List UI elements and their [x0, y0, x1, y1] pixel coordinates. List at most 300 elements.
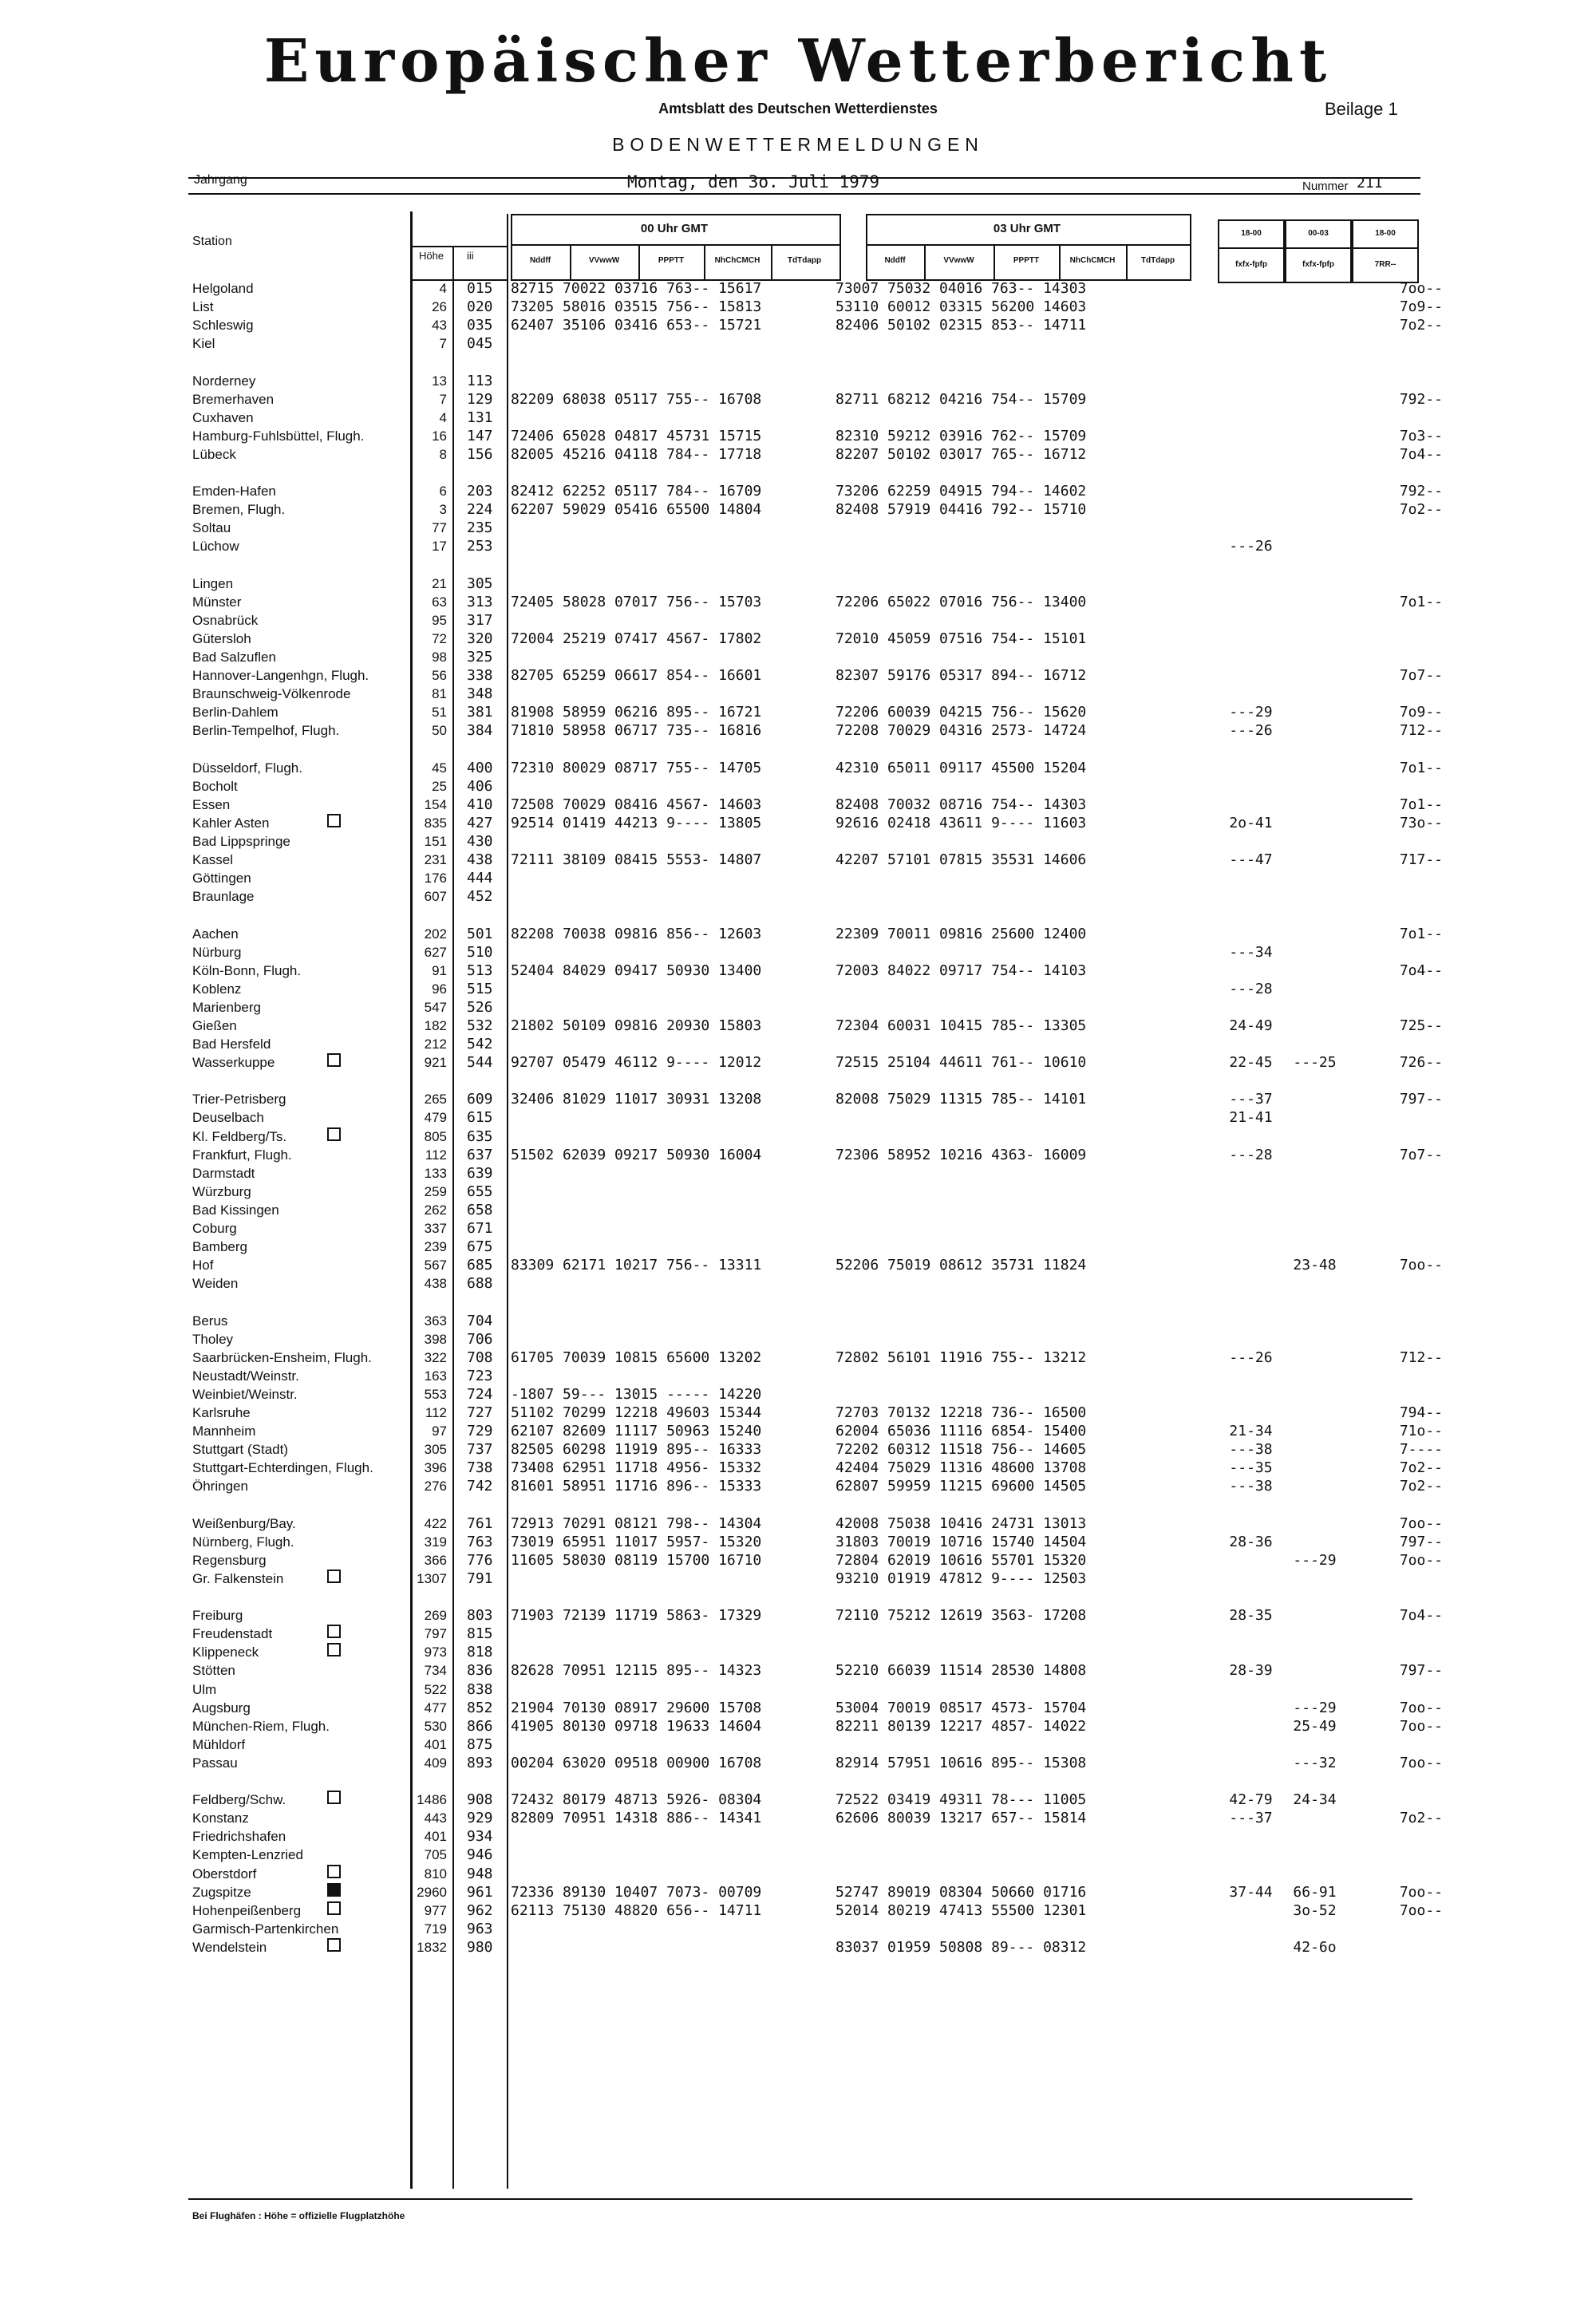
- extra-value-3: 712--: [1399, 722, 1443, 739]
- station-index: 815: [467, 1625, 493, 1642]
- station-height: 319: [424, 1534, 447, 1550]
- station-index: 515: [467, 981, 493, 997]
- extra-value-3: 726--: [1399, 1054, 1443, 1071]
- extra-value-1: 2o-41: [1229, 815, 1273, 831]
- obs-03-gmt: 52014 80219 47413 55500 12301: [836, 1902, 1087, 1919]
- station-height: 797: [424, 1626, 447, 1641]
- obs-00-gmt: 41905 80130 09718 19633 14604: [511, 1718, 762, 1735]
- extra-top-2: 00-03: [1308, 229, 1329, 238]
- station-height: 45: [432, 760, 447, 776]
- station-height: 2960: [417, 1885, 447, 1900]
- extra-value-3: 71o--: [1399, 1423, 1443, 1439]
- table-row: [0, 685, 1596, 703]
- station-height: 13: [432, 373, 447, 389]
- station-index: 526: [467, 999, 493, 1016]
- extra-value-3: 7o7--: [1399, 667, 1443, 684]
- extra-value-2: 42-6o: [1293, 1939, 1337, 1956]
- obs-00-gmt: 72406 65028 04817 45731 15715: [511, 428, 762, 444]
- extra-bottom-3: 7RR--: [1374, 260, 1396, 269]
- table-row: [0, 1348, 1596, 1367]
- obs-00-gmt: 72508 70029 08416 4567- 14603: [511, 796, 762, 813]
- obs-00-gmt: 82208 70038 09816 856-- 12603: [511, 926, 762, 942]
- station-index: 704: [467, 1313, 493, 1329]
- station-height: 276: [424, 1479, 447, 1494]
- extra-value-3: 73o--: [1399, 815, 1443, 831]
- obs-03-gmt: 82914 57951 10616 895-- 15308: [836, 1755, 1087, 1771]
- station-name: Hohenpeißenberg: [192, 1903, 302, 1918]
- extra-value-3: 7o9--: [1399, 298, 1443, 315]
- table-row: [0, 1901, 1596, 1920]
- table-row: [0, 1551, 1596, 1570]
- obs-03-gmt: 82310 59212 03916 762-- 15709: [836, 428, 1087, 444]
- station-name: Bad Salzuflen: [192, 650, 276, 665]
- extra-value-3: 7o3--: [1399, 428, 1443, 444]
- obs-00-gmt: 71903 72139 11719 5863- 17329: [511, 1607, 762, 1624]
- extra-value-3: 7oo--: [1399, 1257, 1443, 1273]
- station-index: 513: [467, 962, 493, 979]
- station-index: 836: [467, 1662, 493, 1679]
- table-row: [0, 925, 1596, 943]
- obs-00-gmt: 73408 62951 11718 4956- 15332: [511, 1459, 762, 1476]
- col-vvwww: VVwwW: [588, 256, 620, 265]
- station-index: 320: [467, 630, 493, 647]
- station-height: 973: [424, 1645, 447, 1660]
- obs-03-gmt: 82207 50102 03017 765-- 16712: [836, 446, 1087, 463]
- table-row: [0, 1330, 1596, 1348]
- obs-00-gmt: 52404 84029 09417 50930 13400: [511, 962, 762, 979]
- station-index: 147: [467, 428, 493, 444]
- table-row: [0, 1367, 1596, 1385]
- obs-03-gmt: 42404 75029 11316 48600 13708: [836, 1459, 1087, 1476]
- table-row: [0, 1570, 1596, 1588]
- obs-03-gmt: 82408 57919 04416 792-- 15710: [836, 501, 1087, 518]
- station-name: Ulm: [192, 1682, 217, 1697]
- station-index: 727: [467, 1404, 493, 1421]
- station-index: 723: [467, 1368, 493, 1384]
- obs-00-gmt: 82715 70022 03716 763-- 15617: [511, 280, 762, 297]
- iii-header: iii: [467, 250, 474, 262]
- obs-00-gmt: 71810 58958 06717 735-- 16816: [511, 722, 762, 739]
- issue-number: 211: [1357, 175, 1383, 192]
- col-vvwww-03: VVwwW: [943, 256, 974, 265]
- station-index: 325: [467, 649, 493, 665]
- obs-03-gmt: 62807 59959 11215 69600 14505: [836, 1478, 1087, 1495]
- table-row: [0, 1883, 1596, 1901]
- station-height: 202: [424, 926, 447, 942]
- station-name: Zugspitze: [192, 1885, 251, 1900]
- station-index: 113: [467, 373, 493, 389]
- extra-value-3: 725--: [1399, 1017, 1443, 1034]
- obs-00-gmt: 72432 80179 48713 5926- 08304: [511, 1791, 762, 1808]
- table-row: [0, 298, 1596, 316]
- extra-value-2: ---29: [1293, 1700, 1337, 1716]
- extra-top-1: 18-00: [1241, 229, 1262, 238]
- table-row: [0, 1219, 1596, 1238]
- station-height: 627: [424, 945, 447, 960]
- station-height: 810: [424, 1866, 447, 1881]
- obs-03-gmt: 82008 75029 11315 785-- 14101: [836, 1091, 1087, 1108]
- station-index: 791: [467, 1570, 493, 1587]
- station-name: Weiden: [192, 1276, 239, 1291]
- station-name: Konstanz: [192, 1810, 249, 1826]
- obs-03-gmt: 31803 70019 10716 15740 14504: [836, 1534, 1087, 1550]
- station-height: 25: [432, 779, 447, 794]
- extra-value-2: ---32: [1293, 1755, 1337, 1771]
- station-height: 607: [424, 889, 447, 904]
- station-index: 253: [467, 538, 493, 555]
- station-name: Soltau: [192, 520, 231, 535]
- station-index: 852: [467, 1700, 493, 1716]
- extra-value-1: 28-35: [1229, 1607, 1273, 1624]
- obs-03-gmt: 72304 60031 10415 785-- 13305: [836, 1017, 1087, 1034]
- station-height: 239: [424, 1239, 447, 1254]
- station-index: 934: [467, 1828, 493, 1845]
- extra-value-3: 7o7--: [1399, 1147, 1443, 1163]
- table-row: [0, 666, 1596, 685]
- extra-value-3: 7oo--: [1399, 1515, 1443, 1532]
- mountain-station-icon: [327, 1643, 341, 1656]
- obs-00-gmt: 92514 01419 44213 9---- 13805: [511, 815, 762, 831]
- obs-03-gmt: 72515 25104 44611 761-- 10610: [836, 1054, 1087, 1071]
- station-name: Darmstadt: [192, 1166, 255, 1181]
- station-index: 313: [467, 594, 493, 610]
- obs-03-gmt: 52747 89019 08304 50660 01716: [836, 1884, 1087, 1901]
- station-height: 72: [432, 631, 447, 646]
- station-name: Bamberg: [192, 1239, 247, 1254]
- obs-03-gmt: 42310 65011 09117 45500 15204: [836, 760, 1087, 776]
- footer-rule: [188, 2198, 1412, 2200]
- station-name: Hof: [192, 1258, 214, 1273]
- station-index: 224: [467, 501, 493, 518]
- obs-00-gmt: 62207 59029 05416 65500 14804: [511, 501, 762, 518]
- station-height: 363: [424, 1313, 447, 1329]
- station-index: 156: [467, 446, 493, 463]
- table-row: [0, 611, 1596, 630]
- obs-03-gmt: 82307 59176 05317 894-- 16712: [836, 667, 1087, 684]
- station-name: Friedrichshafen: [192, 1829, 286, 1844]
- station-index: 131: [467, 409, 493, 426]
- station-index: 685: [467, 1257, 493, 1273]
- station-name: München-Riem, Flugh.: [192, 1719, 330, 1734]
- extra-value-3: 712--: [1399, 1349, 1443, 1366]
- table-row: [0, 1717, 1596, 1735]
- table-row: [0, 1625, 1596, 1643]
- obs-00-gmt: 82809 70951 14318 886-- 14341: [511, 1810, 762, 1826]
- station-index: 452: [467, 888, 493, 905]
- station-header: Station: [192, 235, 232, 248]
- hoehe-header-rule: [413, 246, 508, 247]
- table-row: [0, 1865, 1596, 1883]
- obs-03-gmt: 72003 84022 09717 754-- 14103: [836, 962, 1087, 979]
- station-index: 688: [467, 1275, 493, 1292]
- obs-00-gmt: 21904 70130 08917 29600 15708: [511, 1700, 762, 1716]
- station-index: 544: [467, 1054, 493, 1071]
- table-row: [0, 1477, 1596, 1495]
- station-height: 98: [432, 650, 447, 665]
- obs-00-gmt: 72913 70291 08121 798-- 14304: [511, 1515, 762, 1532]
- section-title: BODENWETTERMELDUNGEN: [612, 134, 984, 155]
- obs-00-gmt: 82412 62252 05117 784-- 16709: [511, 483, 762, 499]
- extra-bottom-2: fxfx-fpfp: [1302, 260, 1334, 269]
- mountain-station-icon: [327, 1053, 341, 1067]
- obs-00-gmt: 62107 82609 11117 50963 15240: [511, 1423, 762, 1439]
- obs-00-gmt: 81601 58951 11716 896-- 15333: [511, 1478, 762, 1495]
- station-height: 133: [424, 1166, 447, 1181]
- table-row: [0, 1809, 1596, 1827]
- station-index: 742: [467, 1478, 493, 1495]
- station-name: Lingen: [192, 576, 234, 591]
- table-row: [0, 1385, 1596, 1404]
- header-rule-bottom: [188, 193, 1420, 195]
- station-height: 96: [432, 981, 447, 997]
- table-row: [0, 814, 1596, 832]
- station-height: 265: [424, 1092, 447, 1107]
- station-index: 035: [467, 317, 493, 334]
- station-name: Düsseldorf, Flugh.: [192, 760, 302, 776]
- station-name: Bocholt: [192, 779, 238, 794]
- table-row: [0, 1053, 1596, 1072]
- station-index: 875: [467, 1736, 493, 1753]
- col-ppptt-03: PPPTT: [1013, 256, 1040, 265]
- extra-value-1: 42-79: [1229, 1791, 1273, 1808]
- extra-value-1: ---29: [1229, 704, 1273, 721]
- station-name: Kempten-Lenzried: [192, 1847, 303, 1862]
- station-height: 337: [424, 1221, 447, 1236]
- station-index: 235: [467, 519, 493, 536]
- table-row: [0, 1108, 1596, 1127]
- col-nddff-03: Nddff: [884, 256, 906, 265]
- extra-value-3: 7oo--: [1399, 1902, 1443, 1919]
- extra-value-1: ---37: [1229, 1091, 1273, 1108]
- extra-value-1: 24-49: [1229, 1017, 1273, 1034]
- obs-03-gmt: 42008 75038 10416 24731 13013: [836, 1515, 1087, 1532]
- station-index: 203: [467, 483, 493, 499]
- station-height: 182: [424, 1018, 447, 1033]
- footer-note: Bei Flughäfen : Höhe = offizielle Flugplatzhöhe: [192, 2210, 405, 2221]
- station-height: 805: [424, 1129, 447, 1144]
- obs-03-gmt: 62004 65036 11116 6854- 15400: [836, 1423, 1087, 1439]
- hoehe-header: Höhe: [419, 250, 444, 262]
- table-row: [0, 648, 1596, 666]
- obs-00-gmt: 72004 25219 07417 4567- 17802: [511, 630, 762, 647]
- station-height: 21: [432, 576, 447, 591]
- station-name: Neustadt/Weinstr.: [192, 1368, 299, 1384]
- station-height: 530: [424, 1719, 447, 1734]
- extra-value-2: ---25: [1293, 1054, 1337, 1071]
- extra-value-3: 7o9--: [1399, 704, 1443, 721]
- station-index: 444: [467, 870, 493, 886]
- station-name: Helgoland: [192, 281, 254, 296]
- table-row: [0, 1735, 1596, 1754]
- station-name: Bremen, Flugh.: [192, 502, 286, 517]
- station-height: 7: [439, 336, 447, 351]
- extra-col-subrule: [1218, 247, 1417, 249]
- station-name: Tholey: [192, 1332, 234, 1347]
- station-height: 112: [425, 1147, 447, 1163]
- station-name: Emden-Hafen: [192, 484, 276, 499]
- obs-00-gmt: 00204 63020 09518 00900 16708: [511, 1755, 762, 1771]
- gmt03-subrule: [866, 244, 1190, 246]
- station-name: Freudenstadt: [192, 1626, 273, 1641]
- station-name: Schleswig: [192, 318, 254, 333]
- extra-value-3: 797--: [1399, 1091, 1443, 1108]
- station-height: 163: [424, 1368, 447, 1384]
- obs-03-gmt: 83037 01959 50808 89--- 08312: [836, 1939, 1087, 1956]
- station-height: 212: [424, 1036, 447, 1052]
- extra-value-2: ---29: [1293, 1552, 1337, 1569]
- extra-value-3: 7oo--: [1399, 1718, 1443, 1735]
- table-row: [0, 372, 1596, 390]
- extra-top-3: 18-00: [1375, 229, 1396, 238]
- col-nddff: Nddff: [529, 256, 551, 265]
- obs-03-gmt: 72202 60312 11518 756-- 14605: [836, 1441, 1087, 1458]
- station-name: Kl. Feldberg/Ts.: [192, 1129, 287, 1144]
- table-row: [0, 1404, 1596, 1422]
- mountain-station-icon: [327, 1865, 341, 1878]
- station-name: Göttingen: [192, 871, 251, 886]
- station-height: 95: [432, 613, 447, 628]
- station-height: 305: [424, 1442, 447, 1457]
- station-name: Mannheim: [192, 1423, 256, 1439]
- station-name: Osnabrück: [192, 613, 259, 628]
- extra-value-3: 7o4--: [1399, 962, 1443, 979]
- station-name: Lüchow: [192, 539, 239, 554]
- station-height: 567: [424, 1258, 447, 1273]
- station-name: Kiel: [192, 336, 215, 351]
- station-index: 542: [467, 1036, 493, 1052]
- table-row: [0, 575, 1596, 593]
- obs-03-gmt: 72110 75212 12619 3563- 17208: [836, 1607, 1087, 1624]
- extra-value-3: 7----: [1399, 1441, 1443, 1458]
- station-name: Oberstdorf: [192, 1866, 257, 1881]
- station-height: 734: [424, 1663, 447, 1678]
- obs-00-gmt: 81908 58959 06216 895-- 16721: [511, 704, 762, 721]
- obs-03-gmt: 73206 62259 04915 794-- 14602: [836, 483, 1087, 499]
- extra-value-1: ---38: [1229, 1478, 1273, 1495]
- station-index: 045: [467, 335, 493, 352]
- table-row: [0, 796, 1596, 814]
- extra-value-1: ---26: [1229, 1349, 1273, 1366]
- table-row: [0, 1920, 1596, 1938]
- station-index: 338: [467, 667, 493, 684]
- station-index: 317: [467, 612, 493, 629]
- station-height: 547: [424, 1000, 447, 1015]
- station-index: 671: [467, 1220, 493, 1237]
- issue-date: Montag, den 3o. Juli 1979: [627, 172, 880, 192]
- obs-03-gmt: 52206 75019 08612 35731 11824: [836, 1257, 1087, 1273]
- extra-value-3: 7o1--: [1399, 760, 1443, 776]
- station-height: 26: [432, 299, 447, 314]
- table-row: [0, 1827, 1596, 1846]
- mountain-station-icon: [327, 814, 341, 827]
- station-height: 43: [432, 318, 447, 333]
- mountain-station-icon: [327, 1901, 341, 1915]
- station-name: Norderney: [192, 373, 256, 389]
- station-index: 381: [467, 704, 493, 721]
- station-height: 154: [424, 797, 447, 812]
- station-index: 962: [467, 1902, 493, 1919]
- station-name: Koblenz: [192, 981, 242, 997]
- station-name: Coburg: [192, 1221, 237, 1236]
- obs-00-gmt: 82628 70951 12115 895-- 14323: [511, 1662, 762, 1679]
- table-row: [0, 427, 1596, 445]
- extra-value-3: 7oo--: [1399, 280, 1443, 297]
- table-row: [0, 445, 1596, 464]
- table-row: [0, 943, 1596, 961]
- obs-03-gmt: 72010 45059 07516 754-- 15101: [836, 630, 1087, 647]
- station-name: Öhringen: [192, 1479, 248, 1494]
- obs-03-gmt: 92616 02418 43611 9---- 11603: [836, 815, 1087, 831]
- extra-value-3: 7oo--: [1399, 1700, 1443, 1716]
- extra-value-1: 22-45: [1229, 1054, 1273, 1071]
- table-row: [0, 1274, 1596, 1293]
- extra-value-3: 7o4--: [1399, 446, 1443, 463]
- extra-value-3: 7o1--: [1399, 594, 1443, 610]
- station-height: 401: [424, 1737, 447, 1752]
- obs-03-gmt: 72206 65022 07016 756-- 13400: [836, 594, 1087, 610]
- obs-00-gmt: 51102 70299 12218 49603 15344: [511, 1404, 762, 1421]
- station-height: 56: [432, 668, 447, 683]
- table-row: [0, 1090, 1596, 1108]
- extra-value-1: 21-41: [1229, 1109, 1273, 1126]
- station-index: 866: [467, 1718, 493, 1735]
- station-name: Stuttgart (Stadt): [192, 1442, 288, 1457]
- station-height: 409: [424, 1755, 447, 1771]
- station-height: 112: [425, 1405, 447, 1420]
- station-index: 655: [467, 1183, 493, 1200]
- station-index: 430: [467, 833, 493, 850]
- jahrgang-label: Jahrgang: [194, 173, 247, 187]
- extra-value-3: 7o2--: [1399, 1810, 1443, 1826]
- table-row: [0, 832, 1596, 851]
- extra-value-1: ---28: [1229, 1147, 1273, 1163]
- station-height: 522: [424, 1682, 447, 1697]
- table-row: [0, 1606, 1596, 1625]
- station-index: 738: [467, 1459, 493, 1476]
- nummer-label: Nummer: [1302, 180, 1349, 193]
- station-height: 81: [432, 686, 447, 701]
- station-height: 231: [424, 852, 447, 867]
- station-name: Braunlage: [192, 889, 255, 904]
- mountain-station-icon: [327, 1625, 341, 1638]
- extra-value-3: 792--: [1399, 391, 1443, 408]
- station-height: 269: [424, 1608, 447, 1623]
- table-row: [0, 1791, 1596, 1809]
- station-index: 763: [467, 1534, 493, 1550]
- table-row: [0, 887, 1596, 906]
- obs-03-gmt: 82408 70032 08716 754-- 14303: [836, 796, 1087, 813]
- station-index: 427: [467, 815, 493, 831]
- station-height: 1307: [417, 1571, 447, 1586]
- station-height: 176: [424, 871, 447, 886]
- table-row: [0, 1754, 1596, 1772]
- table-row: [0, 1440, 1596, 1459]
- station-index: 532: [467, 1017, 493, 1034]
- station-index: 761: [467, 1515, 493, 1532]
- gmt03-header: 03 Uhr GMT: [993, 222, 1061, 235]
- extra-value-3: 7oo--: [1399, 1552, 1443, 1569]
- extra-value-1: 21-34: [1229, 1423, 1273, 1439]
- station-index: 893: [467, 1755, 493, 1771]
- station-height: 977: [424, 1903, 447, 1918]
- station-index: 708: [467, 1349, 493, 1366]
- extra-value-2: 3o-52: [1293, 1902, 1337, 1919]
- table-row: [0, 1459, 1596, 1477]
- col-nhchcmch: NhChCMCH: [714, 256, 760, 265]
- obs-00-gmt: 62407 35106 03416 653-- 15721: [511, 317, 762, 334]
- extra-value-2: 24-34: [1293, 1791, 1337, 1808]
- station-name: Deuselbach: [192, 1110, 264, 1125]
